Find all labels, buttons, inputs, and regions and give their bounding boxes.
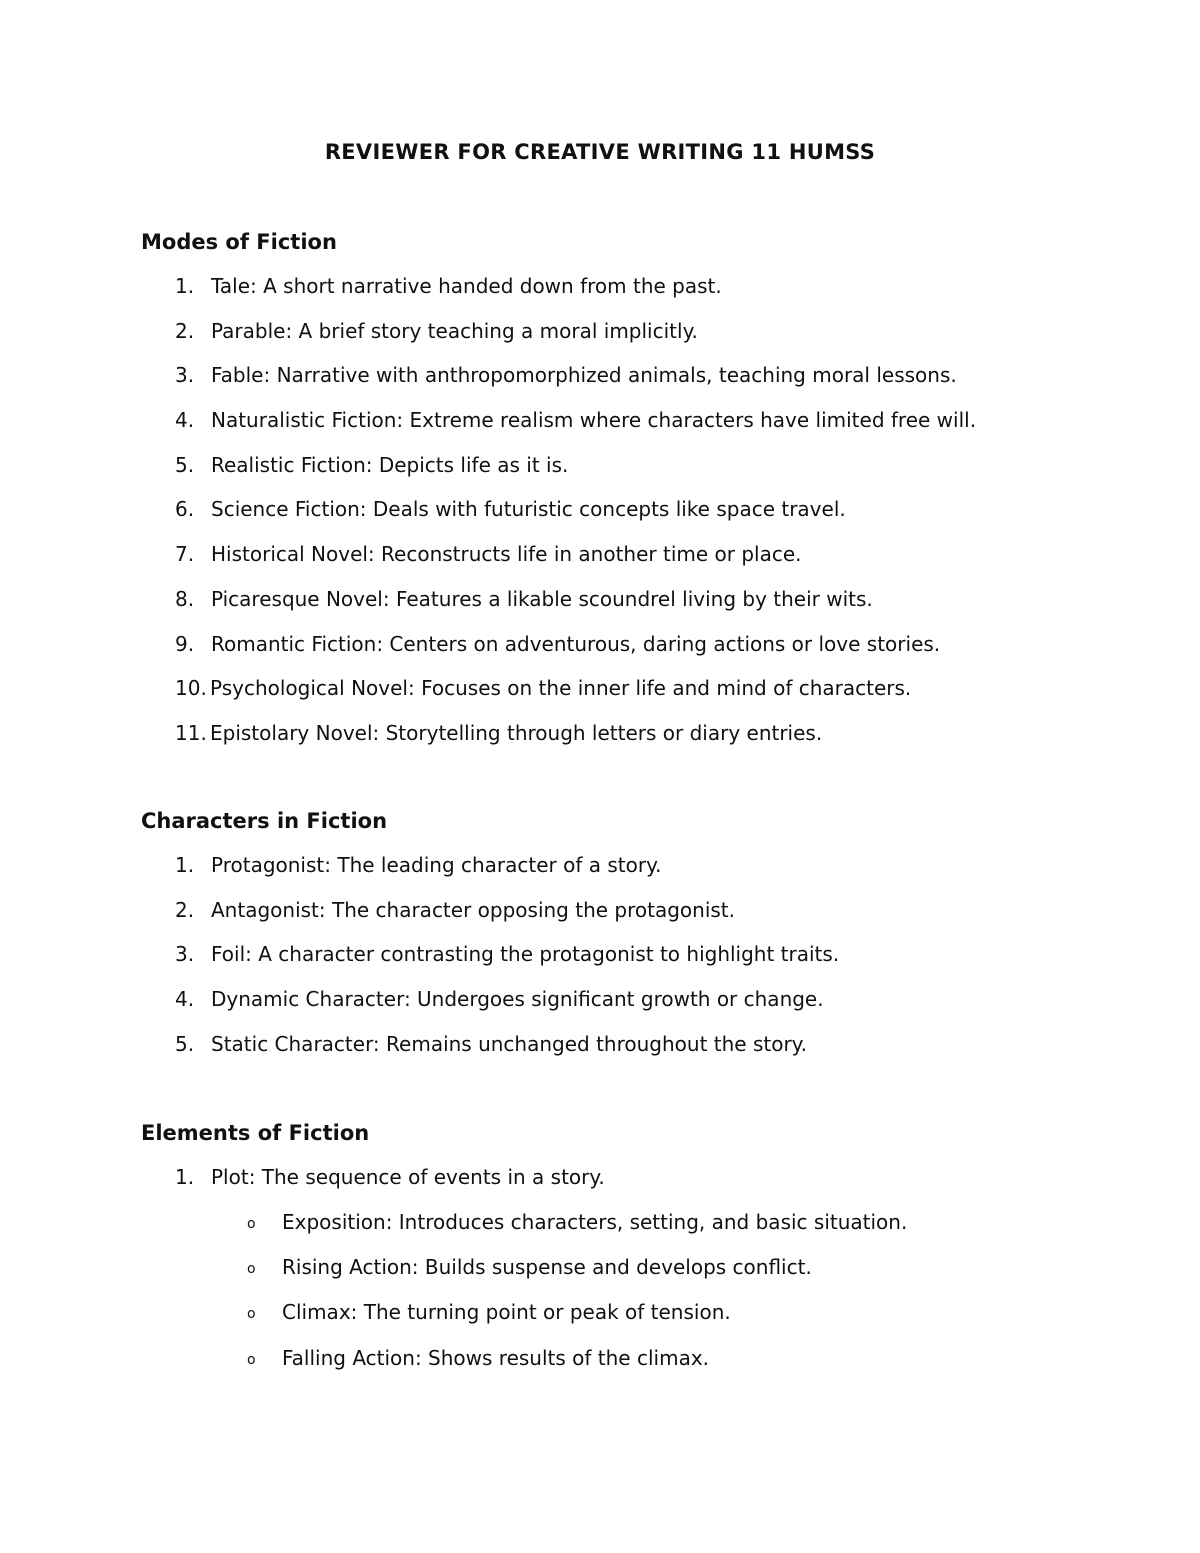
list-number: 2. <box>175 318 195 343</box>
list-text: Romantic Fiction: Centers on adventurous, daring actions or love stories. <box>211 631 941 656</box>
bullet-icon: o <box>247 1306 256 1323</box>
list-number: 2. <box>175 897 195 922</box>
list-item <box>141 584 1141 629</box>
list-text: Historical Novel: Reconstructs life in another time or place. <box>211 542 802 567</box>
section-characters-in-fiction <box>141 806 1141 1073</box>
list-text: Foil: A character contrasting the protagonist to highlight traits. <box>211 942 840 967</box>
list-text: Static Character: Remains unchanged throughout the story. <box>211 1031 808 1056</box>
list-text: Epistolary Novel: Storytelling through letters or diary entries. <box>210 720 823 745</box>
sub-list-item <box>141 1297 1141 1342</box>
bullet-icon: o <box>247 1260 256 1277</box>
section-modes-of-fiction <box>141 227 1141 763</box>
list-number: 9. <box>175 631 195 656</box>
list-item <box>141 850 1141 895</box>
list-number: 1. <box>175 1165 195 1189</box>
sub-list-item <box>141 1252 1141 1297</box>
list-item <box>141 984 1141 1029</box>
list-number: 1. <box>175 274 195 298</box>
section-heading: Modes of Fiction <box>141 230 337 254</box>
list-number: 4. <box>175 408 195 433</box>
list-item <box>141 360 1141 405</box>
list-text: Psychological Novel: Focuses on the inner life and mind of characters. <box>210 676 912 701</box>
list-item <box>141 316 1141 361</box>
list-text: Picaresque Novel: Features a likable scoundrel living by their wits. <box>211 586 873 611</box>
list-item <box>141 1029 1141 1074</box>
section-elements-of-fiction <box>141 1118 1141 1388</box>
list-number: 1. <box>175 853 195 877</box>
list-item <box>141 629 1141 674</box>
list-item <box>141 1162 1141 1207</box>
list-number: 10. <box>175 676 207 701</box>
bullet-icon: o <box>247 1215 256 1232</box>
sub-list-item <box>141 1343 1141 1388</box>
list-text: Protagonist: The leading character of a story. <box>211 853 662 877</box>
list-item <box>141 539 1141 584</box>
list-item <box>141 895 1141 940</box>
section-heading: Characters in Fiction <box>141 809 388 833</box>
list-text: Tale: A short narrative handed down from the past. <box>211 274 722 298</box>
list-text: Parable: A brief story teaching a moral implicitly. <box>211 318 698 343</box>
document-title: REVIEWER FOR CREATIVE WRITING 11 HUMSS <box>324 140 876 164</box>
list-number: 3. <box>175 363 195 388</box>
list-text: Antagonist: The character opposing the protagonist. <box>211 897 736 922</box>
sub-list-text: Rising Action: Builds suspense and develops conflict. <box>282 1254 812 1279</box>
list-item <box>141 718 1141 763</box>
list-text: Science Fiction: Deals with futuristic concepts like space travel. <box>211 497 846 522</box>
list-item <box>141 450 1141 495</box>
list-number: 3. <box>175 942 195 967</box>
list-number: 8. <box>175 586 195 611</box>
list-text: Plot: The sequence of events in a story. <box>211 1165 605 1189</box>
list-number: 4. <box>175 987 195 1012</box>
list-number: 5. <box>175 1031 195 1056</box>
list-number: 11. <box>175 720 207 745</box>
list-item <box>141 405 1141 450</box>
list-item <box>141 494 1141 539</box>
list-text: Dynamic Character: Undergoes significant growth or change. <box>211 987 824 1012</box>
list-item <box>141 939 1141 984</box>
list-number: 5. <box>175 452 195 477</box>
list-number: 6. <box>175 497 195 522</box>
list-item <box>141 673 1141 718</box>
bullet-icon: o <box>247 1351 256 1368</box>
list-number: 7. <box>175 542 195 567</box>
list-text: Fable: Narrative with anthropomorphized animals, teaching moral lessons. <box>211 363 957 388</box>
sub-list-text: Climax: The turning point or peak of tension. <box>282 1300 731 1325</box>
list-text: Realistic Fiction: Depicts life as it is. <box>211 452 569 477</box>
list-text: Naturalistic Fiction: Extreme realism where characters have limited free will. <box>211 408 977 433</box>
sub-list-item <box>141 1207 1141 1252</box>
list-item <box>141 271 1141 316</box>
section-heading: Elements of Fiction <box>141 1121 370 1145</box>
sub-list-text: Falling Action: Shows results of the climax. <box>282 1345 710 1370</box>
sub-list-text: Exposition: Introduces characters, setting, and basic situation. <box>282 1209 908 1234</box>
